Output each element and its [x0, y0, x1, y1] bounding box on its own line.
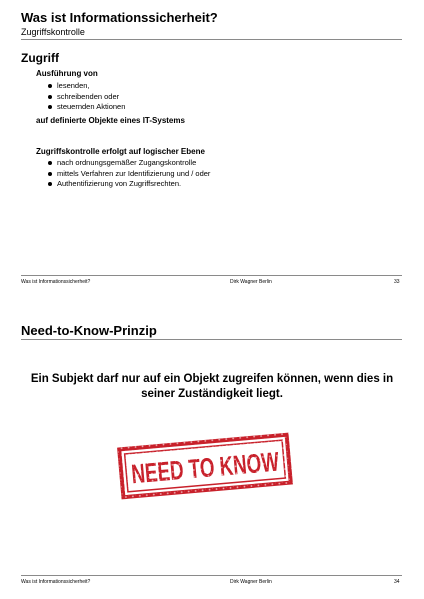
principle-statement [0, 372, 424, 402]
section1-target: auf definierte Objekte eines IT-Systems [36, 116, 185, 125]
title-divider [21, 339, 402, 340]
section2-list [46, 158, 210, 190]
page-number: 34 [394, 579, 400, 585]
footer-author: Dirk Wagner Berlin [230, 279, 272, 285]
footer-left: Was ist Informationssicherheit? [21, 279, 91, 285]
need-to-know-stamp [115, 432, 295, 500]
list-item: schreibenden oder [46, 92, 125, 103]
list-item: steuernden Aktionen [46, 102, 125, 113]
list-item: lesenden, [46, 81, 125, 92]
stamp-graphic [115, 432, 295, 500]
section1-label: Ausführung von [36, 69, 98, 78]
section1-list [46, 81, 125, 113]
statement-line: Ein Subjekt darf nur auf ein Objekt zugreifen können, wenn dies in [30, 373, 394, 385]
slide-title: Need-to-Know-Prinzip [21, 323, 157, 338]
slide-title: Was ist Informationssicherheit? [21, 10, 218, 25]
footer-divider [21, 275, 402, 276]
list-item: nach ordnungsgemäßer Zugangskontrolle [46, 158, 210, 169]
footer-author: Dirk Wagner Berlin [230, 579, 272, 585]
footer-divider [21, 575, 402, 576]
statement-line: seiner Zuständigkeit liegt. [141, 388, 283, 400]
title-divider [21, 39, 402, 40]
section-heading: Zugriff [21, 51, 59, 65]
page-number: 33 [394, 279, 400, 285]
footer-left: Was ist Informationssicherheit? [21, 579, 91, 585]
list-item: mittels Verfahren zur Identifizierung und / oder [46, 169, 210, 180]
list-item: Authentifizierung von Zugriffsrechten. [46, 179, 210, 190]
slide-subtitle: Zugriffskontrolle [21, 27, 85, 37]
section2-label: Zugriffskontrolle erfolgt auf logischer Ebene [36, 147, 205, 156]
